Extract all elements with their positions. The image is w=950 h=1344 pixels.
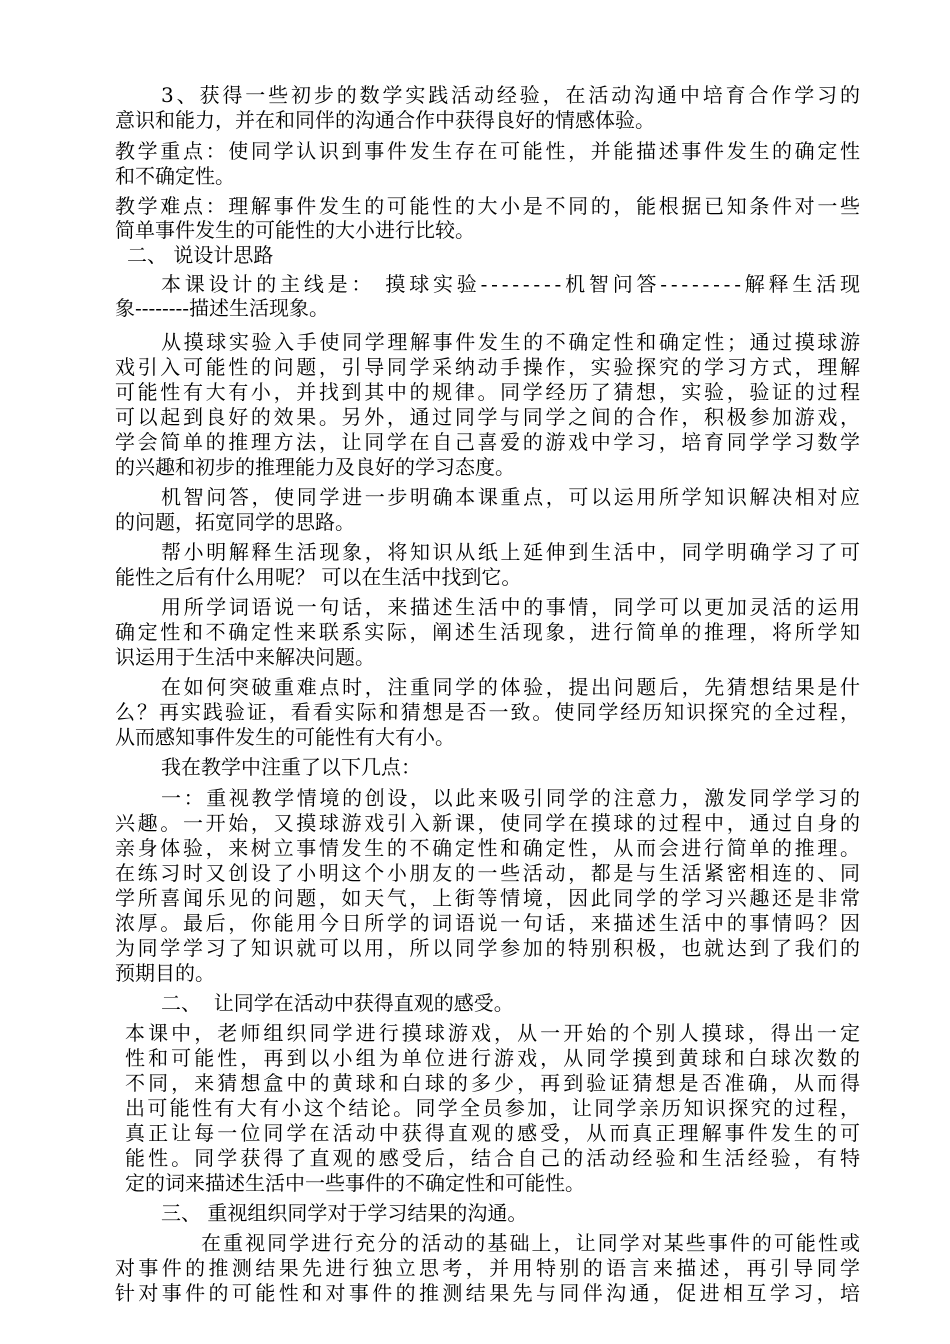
- text-line: 兴趣。一开始，又摸球游戏引入新课，使同学在摸球的过程中，通过自身的: [115, 811, 863, 835]
- text-line: 识运用于生活中来解决问题。: [115, 645, 375, 669]
- text-line: 确定性和不确定性来联系实际，阐述生活现象，进行简单的推理，将所学知: [115, 620, 863, 644]
- text-line: 预期目的。: [115, 961, 215, 985]
- text-line: 对事件的推测结果先进行独立思考，并用特别的语言来描述，再引导同学: [115, 1256, 864, 1280]
- text-line: 二、 让同学在活动中获得直观的感受。: [161, 991, 514, 1015]
- text-line: 3、获得一些初步的数学实践活动经验，在活动沟通中培育合作学习的: [161, 83, 863, 107]
- text-line: 不同，来猜想盒中的黄球和白球的多少，再到验证猜想是否准确，从而得: [125, 1071, 864, 1095]
- text-line: 教学难点：理解事件发生的可能性的大小是不同的，能根据已知条件对一些: [115, 194, 863, 218]
- text-line: 意识和能力，并在和同伴的沟通合作中获得良好的情感体验。: [115, 108, 655, 132]
- text-line: 出可能性有大有小这个结论。同学全员参加，让同学亲历知识探究的过程，: [125, 1096, 863, 1120]
- text-line: 亲身体验，来树立事情发生的不确定性和确定性，从而会进行简单的推理。: [115, 836, 863, 860]
- text-line: 为同学学习了知识就可以用，所以同学参加的特别积极，也就达到了我们的: [115, 936, 863, 960]
- text-line: 浓厚。最后，你能用今日所学的词语说一句话，来描述生活中的事情吗？因: [115, 911, 863, 935]
- text-line: 戏引入可能性的问题，引导同学采纳动手操作，实验探究的学习方式，理解: [115, 355, 863, 379]
- text-line: 在如何突破重难点时，注重同学的体验，提出问题后，先猜想结果是什: [161, 675, 863, 699]
- text-line: 象--------描述生活现象。: [115, 296, 330, 320]
- text-line: 从而感知事件发生的可能性有大有小。: [115, 725, 455, 749]
- text-line: 用所学词语说一句话，来描述生活中的事情，同学可以更加灵活的运用: [161, 595, 863, 619]
- text-line: 一：重视教学情境的创设，以此来吸引同学的注意力，激发同学学习的: [161, 786, 863, 810]
- text-line: 能性。同学获得了直观的感受后，结合自己的活动经验和生活经验，有特: [125, 1146, 864, 1170]
- text-line: 性和可能性，再到以小组为单位进行游戏，从同学摸到黄球和白球次数的: [125, 1046, 864, 1070]
- text-line: 本课中，老师组织同学进行摸球游戏，从一开始的个别人摸球，得出一定: [125, 1021, 864, 1045]
- text-line: 学所喜闻乐见的问题，如天气，上街等情境，因此同学的学习兴趣还是非常: [115, 886, 863, 910]
- text-line: 我在教学中注重了以下几点：: [161, 755, 421, 779]
- text-line: 简单事件发生的可能性的大小进行比较。: [115, 218, 475, 242]
- text-line: 可能性有大有小，并找到其中的规律。同学经历了猜想，实验，验证的过程: [115, 380, 863, 404]
- text-line: 能性之后有什么用呢？ 可以在生活中找到它。: [115, 565, 522, 589]
- text-line: 本课设计的主线是： 摸球实验--------机智问答--------解释生活现: [161, 272, 864, 296]
- text-line: 么？再实践验证，看看实际和猜想是否一致。使同学经历知识探究的全过程，: [115, 700, 862, 724]
- text-line: 针对事件的可能性和对事件的推测结果先与同伴沟通，促进相互学习，培: [115, 1281, 864, 1305]
- text-line: 三、 重视组织同学对于学习结果的沟通。: [161, 1201, 528, 1225]
- text-line: 的问题，拓宽同学的思路。: [115, 510, 355, 534]
- text-line: 真正让每一位同学在活动中获得直观的感受，从而真正理解事件发生的可: [125, 1121, 864, 1145]
- text-line: 可以起到良好的效果。另外，通过同学与同学之间的合作，积极参加游戏，: [115, 405, 863, 429]
- text-line: 在重视同学进行充分的活动的基础上，让同学对某些事件的可能性或: [201, 1231, 863, 1255]
- text-line: 教学重点：使同学认识到事件发生存在可能性，并能描述事件发生的确定性: [115, 139, 863, 163]
- text-line: 和不确定性。: [115, 164, 235, 188]
- text-line: 的兴趣和初步的推理能力及良好的学习态度。: [115, 455, 515, 479]
- text-line: 学会简单的推理方法，让同学在自己喜爱的游戏中学习，培育同学学习数学: [115, 430, 863, 454]
- text-line: 从摸球实验入手使同学理解事件发生的不确定性和确定性；通过摸球游: [161, 330, 863, 354]
- text-line: 二、 说设计思路: [127, 243, 274, 267]
- text-line: 定的词来描述生活中一些事件的不确定性和可能性。: [125, 1171, 585, 1195]
- text-line: 机智问答，使同学进一步明确本课重点，可以运用所学知识解决相对应: [161, 485, 863, 509]
- text-line: 在练习时又创设了小明这个小朋友的一些活动，都是与生活紧密相连的、同: [115, 861, 863, 885]
- text-line: 帮小明解释生活现象，将知识从纸上延伸到生活中，同学明确学习了可: [161, 540, 863, 564]
